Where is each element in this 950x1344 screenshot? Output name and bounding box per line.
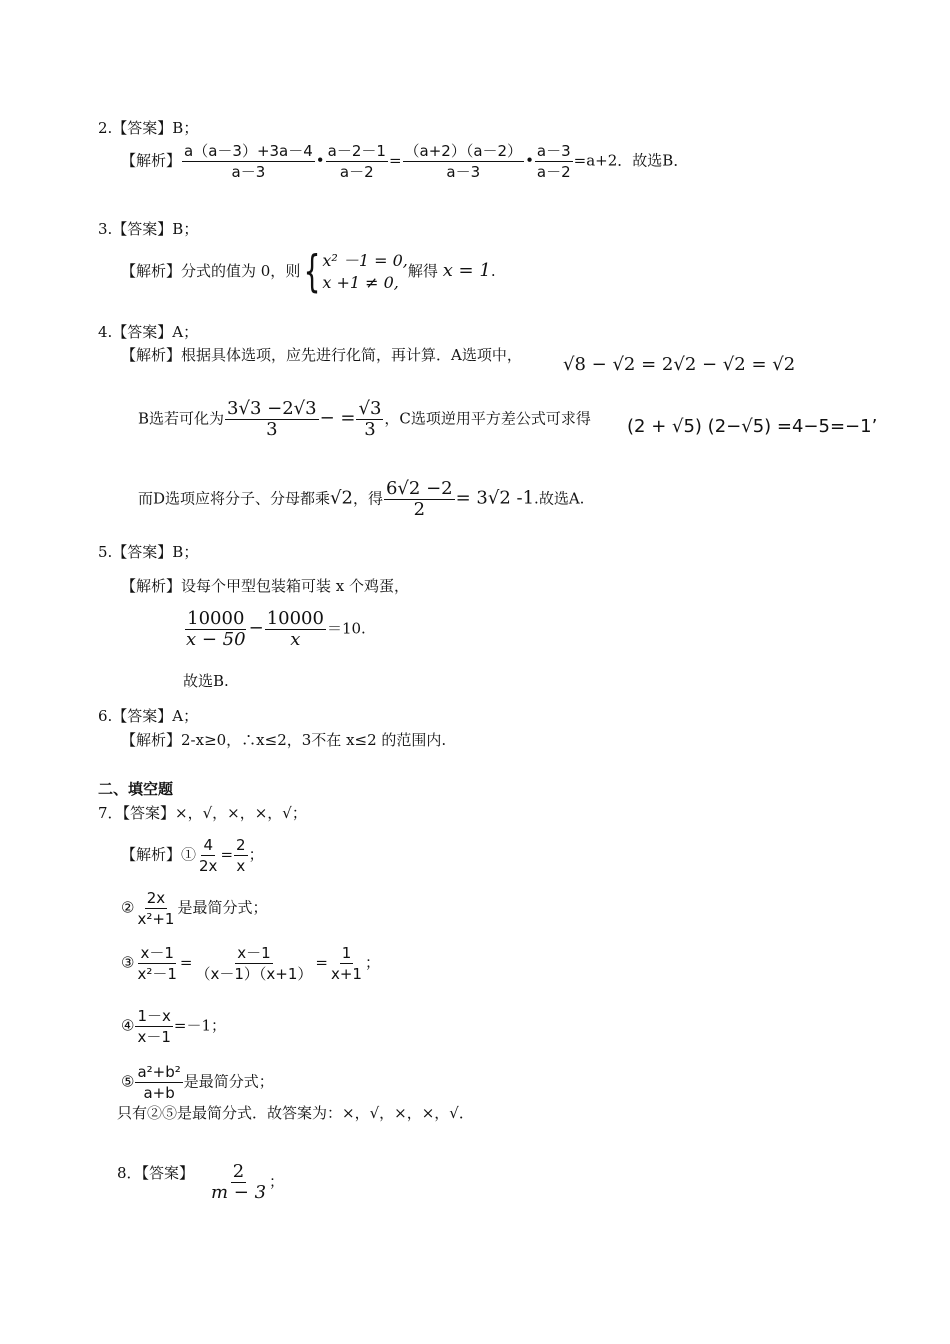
- q4-math-a: √8 − √2 = 2√2 − √2 = √2: [563, 354, 796, 375]
- q7-answer: 7．【答案】×，√，×，×，√；: [98, 804, 307, 822]
- q7-item3: ③ $\frac{x-1}{\text{x²－1}}$ = $\frac{x-1}{(x-1)(x+1)}$ = $\frac{1}{x+1}$ ；: [121, 944, 380, 983]
- q5-analysis-line1: 【解析】设每个甲型包装箱可装 x 个鸡蛋，: [121, 577, 409, 595]
- q2-answer: 2.【答案】B；: [98, 119, 199, 137]
- q8-answer: 8．【答案】: [117, 1164, 195, 1182]
- q4-math-c: (2 + √5) (2−√5) =4−5=−1’: [627, 416, 878, 437]
- q7-item5: ⑤ $\frac{\text{a²+b²}}{a+b}$ 是最简分式；: [121, 1063, 274, 1102]
- q4-analysis-line1: 【解析】根据具体选项，应先进行化简，再计算．A选项中，: [121, 346, 522, 364]
- q7-item1: 【解析】① $\frac{4}{2x}$ = $\frac{2}{x}$ ；: [121, 836, 264, 875]
- q7-item4: ④ $\frac{1-x}{x-1}$ =－1；: [121, 1007, 226, 1046]
- q5-frac1: $\frac{10000}{x - 50}$: [186, 608, 246, 650]
- q2-frac4: $\frac{a-3}{a-2}$: [536, 142, 571, 181]
- q2-analysis: 【解析】 $\frac{a(a-3)+3a-4}{a-3}$ • $\frac{a-2-1}{a-2}$ = $\frac{(a+2)(a-2)}{a-3}$ • $\frac{a-3}{a-2}$ =a+2．故选B．: [121, 142, 689, 181]
- q2-frac1: $\frac{a(a-3)+3a-4}{a-3}$: [184, 142, 313, 181]
- q2-tail: =a+2．故选B．: [573, 151, 689, 170]
- q5-frac2: $\frac{10000}{x}$: [266, 608, 324, 650]
- q6-analysis: 【解析】2-x≥0，∴x≤2，3不在 x≤2 的范围内.: [121, 731, 447, 749]
- q4-answer: 4.【答案】A；: [98, 323, 199, 341]
- q3-analysis: 【解析】分式的值为 0，则{ x² －1 = 0, x +1 ≠ 0, 解得 x = 1.: [121, 246, 496, 297]
- q2-frac3: $\frac{(a+2)(a-2)}{a-3}$: [404, 142, 523, 181]
- q4-option-b: B选若可化为 $\frac{3√3 -2√3}{3}$ − = $\frac{√3}{3}$ ，C选项逆用平方差公式可求得: [138, 398, 591, 440]
- q3-system: x² －1 = 0, x +1 ≠ 0,: [322, 251, 408, 292]
- section-title: 二、填空题: [98, 780, 174, 798]
- q3-answer: 3.【答案】B；: [98, 220, 199, 238]
- q2-label: 【解析】: [121, 151, 182, 170]
- q5-equation: $\frac{10000}{x - 50}$ − $\frac{10000}{x}$ ＝10.: [186, 608, 366, 650]
- q2-frac2: $\frac{a-2-1}{a-2}$: [327, 142, 386, 181]
- q6-answer: 6.【答案】A；: [98, 707, 199, 725]
- q8-fraction: $\frac{2}{m - 3}$ ；: [211, 1161, 285, 1203]
- q4-option-d: 而D选项应将分子、分母都乘√2，得 $\frac{6√2 -2}{2}$ = 3√2 -1.故选A.: [138, 478, 585, 520]
- q5-choose: 故选B.: [183, 672, 229, 690]
- brace-icon: {: [303, 246, 321, 297]
- q4-frac-b2: $\frac{√3}{3}$: [358, 398, 382, 440]
- q4-frac-d: $\frac{6√2 -2}{2}$: [385, 478, 453, 520]
- q7-summary: 只有②⑤是最简分式．故答案为：×，√，×，×，√．: [117, 1104, 474, 1122]
- q7-item2: ② $\frac{2x}{\text{x²+1}}$ 是最简分式；: [121, 889, 268, 928]
- q4-frac-b1: $\frac{3√3 -2√3}{3}$: [227, 398, 317, 440]
- q5-answer: 5.【答案】B；: [98, 543, 199, 561]
